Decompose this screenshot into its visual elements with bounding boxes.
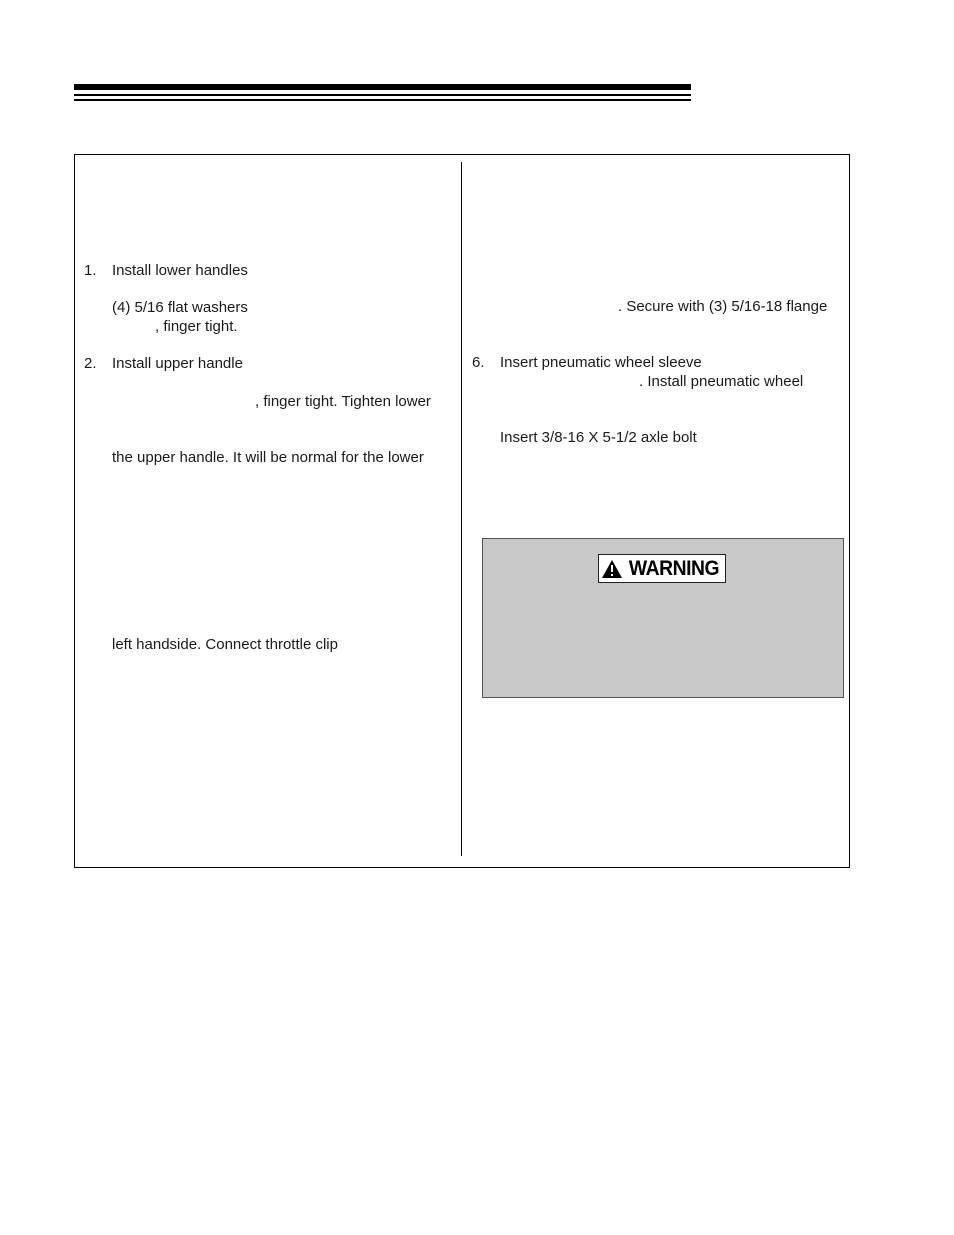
- step-1-line-1: Install lower handles: [112, 262, 248, 279]
- column-divider: [461, 162, 462, 856]
- step-5-tail: . Secure with (3) 5/16-18 flange: [618, 298, 828, 315]
- step-1-line-2: (4) 5/16 flat washers: [112, 299, 248, 316]
- step-2-line-4: left handside. Connect throttle clip: [112, 636, 338, 653]
- step-6-line-3: Insert 3/8-16 X 5-1/2 axle bolt: [500, 429, 697, 446]
- step-1-line-3: , finger tight.: [155, 318, 238, 335]
- step-6-number: 6.: [472, 354, 485, 371]
- step-1-number: 1.: [84, 262, 97, 279]
- warning-label: [598, 554, 726, 583]
- header-rule-thick: [74, 84, 691, 90]
- step-2-line-3: the upper handle. It will be normal for the lower: [112, 449, 424, 466]
- header-rule-thin-2: [74, 99, 691, 101]
- step-2-number: 2.: [84, 355, 97, 372]
- warning-text: WARNING: [628, 556, 720, 580]
- step-2-line-2: , finger tight. Tighten lower: [255, 393, 431, 410]
- warning-triangle-icon: [601, 559, 623, 579]
- step-6-line-2: . Install pneumatic wheel: [639, 373, 804, 390]
- step-6-line-1: Insert pneumatic wheel sleeve: [500, 354, 702, 371]
- step-2-line-1: Install upper handle: [112, 355, 243, 372]
- header-rule-thin-1: [74, 94, 691, 96]
